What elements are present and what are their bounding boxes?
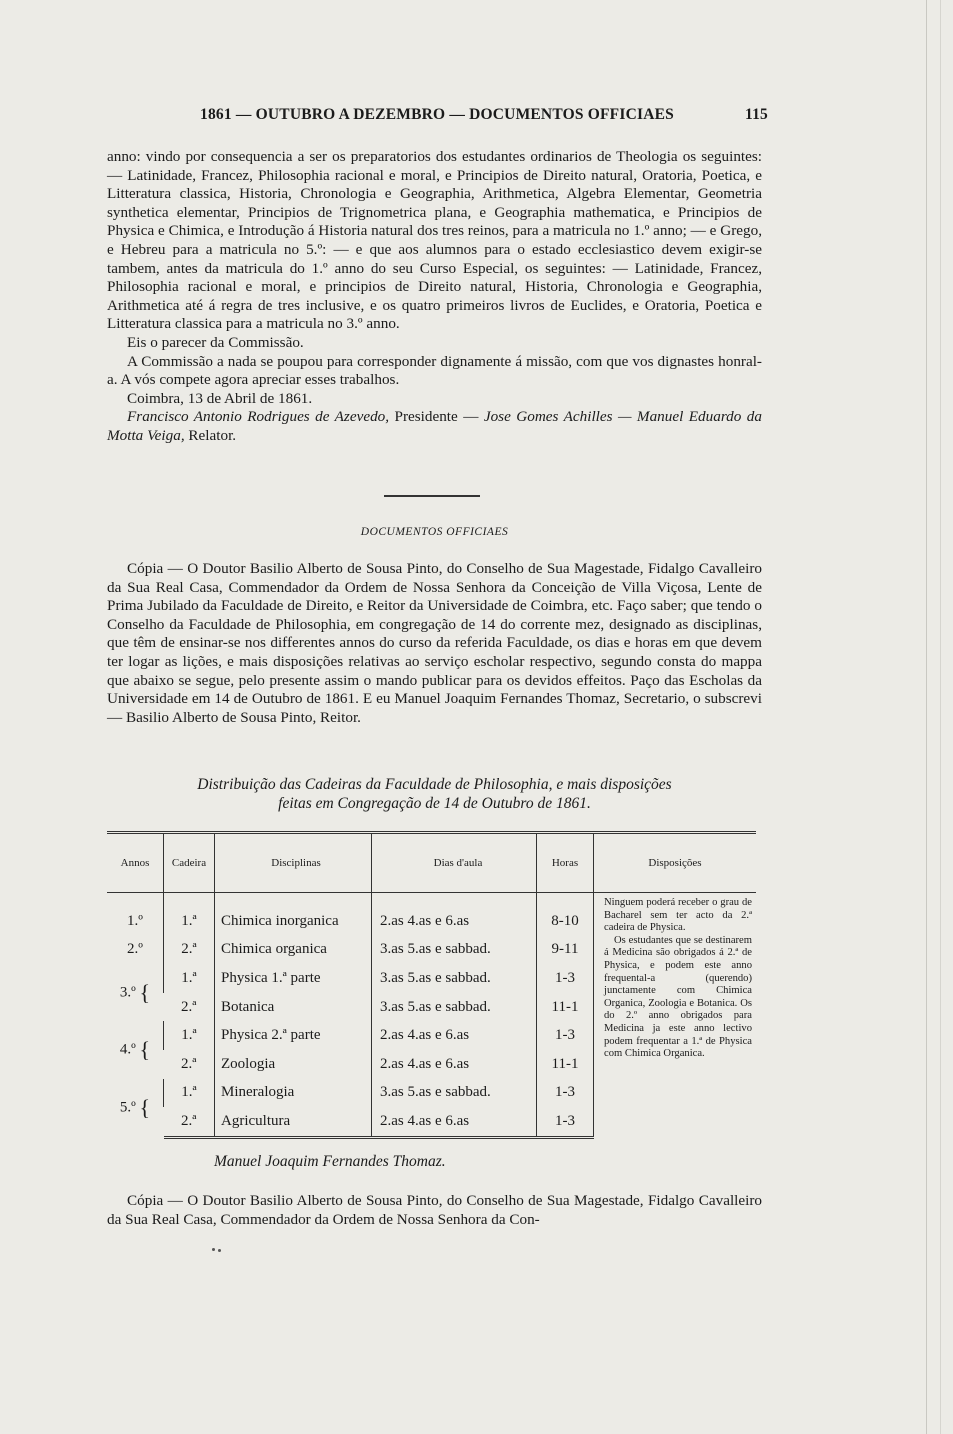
report-signatures	[107, 408, 762, 445]
ink-speck	[212, 1248, 215, 1251]
header-title: 1861 — OUTUBRO A DEZEMBRO — DOCUMENTOS OFFICIAES	[200, 106, 674, 123]
decree-paragraph: Cópia — O Doutor Basilio Alberto de Sousa Pinto, do Conselho de Sua Magestade, Fidalgo Cavalleiro da Sua Real Casa, Commendador da Ordem de Nossa Senhora da Conceição de Villa Viçosa, Lente de Prima Jubilado da Faculdade de Direito, e Reitor da Universidade de Coimbra, etc. Faço saber; que tendo o Conselho da Faculdade de Philosophia, em congregação de 14 do corrente mez, designado as disciplinas, que têm de ensinar-se nos differentes annos do curso da referida Faculdade, os dias e horas em que devem ter logar as lições, e mais disposições relativas ao serviço escholar respectivo, segundo consta do mappa que abaixo se segue, pelo presente assim o mando publicar para os devidos effeitos. Paço das Escholas da Universidade em 14 de Outubro de 1861. E eu Manuel Joaquim Fernandes Thomaz, Secretario, o subscrevi — Basilio Alberto de Sousa Pinto, Reitor.	[107, 560, 762, 726]
brace-icon: {	[139, 1036, 151, 1062]
cell-dias: 3.as 5.as e sabbad.	[372, 1079, 537, 1108]
cell-horas: 1-3	[537, 1021, 594, 1050]
cell-horas: 11-1	[537, 1050, 594, 1079]
cell-dias: 2.as 4.as e 6.as	[372, 1021, 537, 1050]
cell-horas: 1-3	[537, 964, 594, 993]
cell-dias: 2.as 4.as e 6.as	[372, 1050, 537, 1079]
page-fold-line	[926, 0, 927, 1434]
disposicoes-text-1: Ninguem poderá receber o grau de Bacharel sem ter acto da 2.ª cadeira de Physica.	[604, 897, 752, 934]
cell-cadeira: 1.ª	[164, 1079, 215, 1108]
parecer-line: Eis o parecer da Commissão.	[127, 333, 304, 351]
cell-anno: 2.º	[127, 941, 143, 958]
cell-disposicoes	[594, 893, 757, 1138]
page-edge-line	[940, 0, 941, 1434]
cell-horas: 11-1	[537, 993, 594, 1022]
cell-anno-group	[107, 964, 164, 1021]
cell-anno-group	[107, 1079, 164, 1138]
cell-cadeira: 1.ª	[164, 1021, 215, 1050]
cell-dias: 3.as 5.as e sabbad.	[372, 993, 537, 1022]
section-title: DOCUMENTOS OFFICIAES	[360, 526, 509, 538]
cell-cadeira: 2.ª	[181, 1055, 197, 1072]
cell-anno: 1.º	[127, 912, 143, 929]
ink-speck	[218, 1249, 221, 1252]
cell-disciplina: Chimica organica	[215, 936, 372, 965]
table-header-row	[107, 833, 756, 893]
cell-cadeira: 1.ª	[164, 964, 215, 993]
cell-anno: 5.º	[119, 1099, 136, 1116]
commissao-paragraph: A Commissão a nada se poupou para corresponder dignamente á missão, com que vos dignastes honral-a. A vós compete agora apreciar esses trabalhos.	[107, 352, 762, 389]
cell-horas: 1-3	[537, 1107, 594, 1137]
signature-president: Francisco Antonio Rodrigues de Azevedo,	[127, 408, 390, 426]
cell-anno: 4.º	[119, 1041, 136, 1058]
brace-icon: {	[139, 1094, 151, 1120]
table-caption	[107, 775, 762, 813]
disposicoes-text-2: Os estudantes que se destinarem á Medicina são obrigados á 2.ª de Physica, e podem este anno frequental-a (querendo) junctamente com Chimica Organica, Zoologia e Botanica. Os do 2.º anno obrigados para Medicina ja este anno lectivo podem frequentar a 1.ª de Physica com Chimica Organica.	[604, 934, 752, 1060]
cell-horas: 1-3	[537, 1079, 594, 1108]
cell-disciplina: Mineralogia	[215, 1079, 372, 1108]
header-disciplinas: Disciplinas	[215, 833, 372, 893]
secretary-signature: Manuel Joaquim Fernandes Thomaz.	[214, 1153, 446, 1170]
second-decree-paragraph: Cópia — O Doutor Basilio Alberto de Sousa Pinto, do Conselho de Sua Magestade, Fidalgo Cavalleiro da Sua Real Casa, Commendador da Ordem de Nossa Senhora da Con-	[107, 1192, 762, 1228]
cell-cadeira: 2.ª	[164, 936, 215, 965]
role-relator: Relator.	[184, 426, 237, 444]
header-cadeira: Cadeira	[164, 833, 215, 893]
header-annos: Annos	[120, 857, 150, 869]
cell-cadeira: 1.ª	[164, 893, 215, 936]
cell-disciplina: Botanica	[215, 993, 372, 1022]
cell-disciplina: Physica 1.ª parte	[215, 964, 372, 993]
page-number: 115	[745, 106, 768, 123]
second-decree-copy	[107, 1192, 762, 1229]
role-president: Presidente —	[389, 408, 484, 426]
caption-line-1: Distribuição das Cadeiras da Faculdade de Philosophia, e mais disposições	[197, 776, 672, 793]
signature-members: Jose Gomes Achilles — Manuel Eduardo da Motta Veiga,	[107, 408, 762, 444]
cell-cadeira: 2.ª	[164, 1107, 215, 1137]
section-divider	[384, 495, 480, 497]
running-header	[200, 106, 768, 124]
cell-dias: 3.as 5.as e sabbad.	[372, 936, 537, 965]
cell-dias: 3.as 5.as e sabbad.	[372, 964, 537, 993]
cell-disciplina: Physica 2.ª parte	[215, 1021, 372, 1050]
header-dias: Dias d'aula	[372, 833, 537, 893]
cell-anno: 3.º	[119, 984, 136, 1001]
schedule-table	[107, 831, 756, 1139]
decree-copy	[107, 560, 762, 727]
cell-disciplina: Agricultura	[215, 1107, 372, 1137]
cell-anno-group	[107, 1021, 164, 1078]
caption-line-2: feitas em Congregação de 14 de Outubro de 1861.	[278, 795, 591, 812]
brace-icon: {	[139, 979, 151, 1005]
header-disposicoes: Disposições	[594, 833, 757, 893]
cell-cadeira: 2.ª	[181, 998, 197, 1015]
header-horas: Horas	[537, 833, 594, 893]
cell-disciplina: Zoologia	[215, 1050, 372, 1079]
table-row	[107, 893, 756, 936]
cell-disciplina: Chimica inorganica	[215, 893, 372, 936]
report-paragraph: anno: vindo por consequencia a ser os preparatorios dos estudantes ordinarios de Theologia os seguintes: — Latinidade, Francez, Philosophia racional e moral, e Principios de Direito natural, Oratoria, Poetica, e Litteratura classica, Historia, Chronologia e Geographia, Arithmetica, Algebra Elementar, Geometria synthetica elementar, Principios de Trignometrica plana, e Geographia mathematica, e Principios de Physica e Chimica, e Introdução á Historia natural dos tres reinos, para a matricula no 1.º anno; — e Grego, e Hebreu para a matricula no 5.º: — e que aos alumnos para o estado ecclesiastico devem exigir-se tambem, antes da matricula do 1.º anno do seu Curso Especial, os seguintes: — Latinidade, Francez, Philosophia racional e moral, e principios de Direito natural, Historia, Chronologia e Geographia, Arithmetica até á regra de tres inclusive, e os quatro primeiros livros de Euclides, e Oratoria, Poetica e Litteratura classica para a matricula no 3.º anno.	[107, 148, 762, 333]
cell-dias: 2.as 4.as e 6.as	[372, 893, 537, 936]
cell-horas: 8-10	[537, 893, 594, 936]
cell-horas: 9-11	[537, 936, 594, 965]
commission-report	[107, 148, 762, 446]
report-date: Coimbra, 13 de Abril de 1861.	[127, 389, 313, 407]
cell-dias: 2.as 4.as e 6.as	[372, 1107, 537, 1137]
